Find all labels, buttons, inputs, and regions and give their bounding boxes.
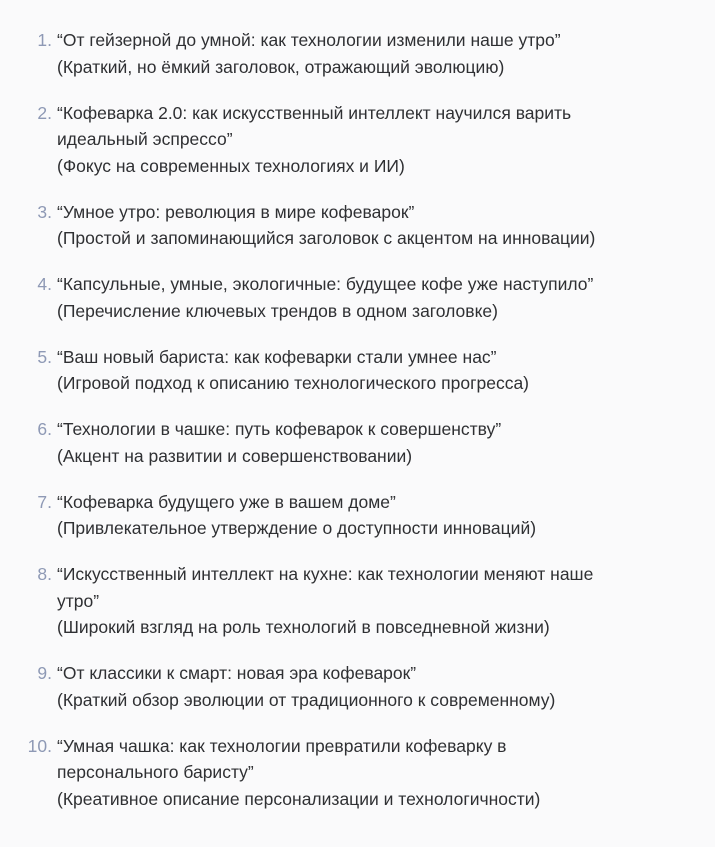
item-title: “Умное утро: революция в мире кофеварок” [57,201,415,222]
item-title-continued: утро” [57,590,100,611]
item-title: “Искусственный интеллект на кухне: как технологии меняют наше [57,564,594,584]
item-note: (Краткий обзор эволюции от традиционного к современному) [57,689,556,710]
list-item [0,100,715,180]
list-item [0,489,715,542]
list-item [0,271,715,324]
item-number: 4. [37,274,52,294]
item-number: 1. [37,30,52,50]
list-item [0,561,715,641]
item-number: 6. [37,419,52,439]
item-number: 8. [37,564,52,584]
item-note: (Широкий взгляд на роль технологий в повседневной жизни) [57,617,550,637]
item-note: (Акцент на развитии и совершенствовании) [57,445,413,466]
item-title: “Капсульные, умные, экологичные: будущее кофе уже наступило” [57,274,594,294]
item-number: 7. [37,491,52,512]
item-note: (Креативное описание персонализации и технологичности) [57,788,541,809]
item-title: “Технологии в чашке: путь кофеварок к совершенству” [57,419,502,439]
list-item [0,27,715,80]
item-title-continued: персонального баристу” [57,762,254,782]
item-title: “Ваш новый бариста: как кофеварки стали умнее нас” [57,346,497,367]
item-title: “Кофеварка 2.0: как искусственный интеллект научился варить [57,102,572,123]
list-item [0,199,715,252]
item-title: “Умная чашка: как технологии превратили кофеварку в [57,735,507,756]
item-title: “Кофеварка будущего уже в вашем доме” [57,491,396,512]
list-item [0,344,715,397]
list-item [0,416,715,469]
item-title-continued: идеальный эспрессо” [57,129,233,149]
item-number: 9. [37,663,52,683]
item-number: 10. [27,735,52,756]
item-title: “От гейзерной до умной: как технологии изменили наше утро” [57,30,561,50]
list-item [0,733,715,813]
list-item [0,660,715,713]
headline-list [0,27,715,832]
item-note: (Перечисление ключевых трендов в одном заголовке) [57,300,498,321]
item-note: (Привлекательное утверждение о доступности инноваций) [57,518,537,538]
item-number: 5. [37,346,52,367]
item-note: (Игровой подход к описанию технологического прогресса) [57,373,530,393]
item-note: (Краткий, но ёмкий заголовок, отражающий эволюцию) [57,56,505,77]
item-number: 3. [37,201,52,222]
item-note: (Фокус на современных технологиях и ИИ) [57,155,405,176]
item-title: “От классики к смарт: новая эра кофеварок” [57,663,417,683]
item-number: 2. [37,102,52,123]
item-note: (Простой и запоминающийся заголовок с акцентом на инновации) [57,228,596,248]
